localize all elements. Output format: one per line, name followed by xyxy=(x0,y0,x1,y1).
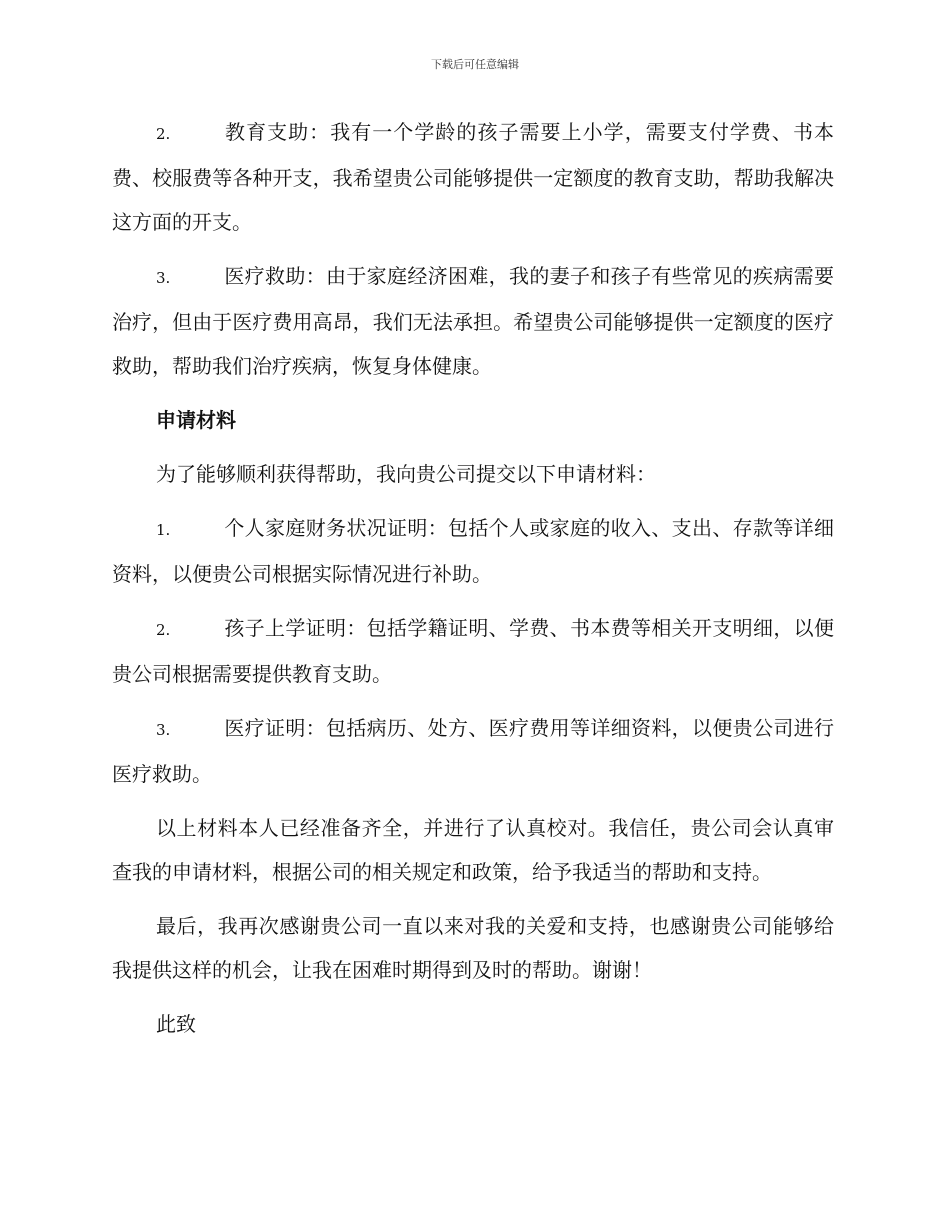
list-item-text: 医疗证明：包括病历、处方、医疗费用等详细资料，以便贵公司进行医疗救助。 xyxy=(112,716,834,786)
needs-item-medical xyxy=(112,254,834,388)
list-number: 1. xyxy=(156,521,171,539)
list-number: 3. xyxy=(156,269,171,287)
list-number: 3. xyxy=(156,721,171,739)
document-body xyxy=(112,110,834,1046)
list-number: 2. xyxy=(156,125,171,143)
header-note: 下载后可任意编辑 xyxy=(431,58,519,71)
list-item-text: 医疗救助：由于家庭经济困难，我的妻子和孩子有些常见的疾病需要治疗，但由于医疗费用高昂，我们无法承担。希望贵公司能够提供一定额度的医疗救助，帮助我们治疗疾病，恢复身体健康。 xyxy=(112,264,834,378)
materials-item-school xyxy=(112,606,834,696)
list-number: 2. xyxy=(156,621,171,639)
closing-salutation: 此致 xyxy=(156,1012,196,1036)
materials-intro: 为了能够顺利获得帮助，我向贵公司提交以下申请材料： xyxy=(156,462,656,486)
materials-item-finance xyxy=(112,506,834,596)
materials-item-medical xyxy=(112,706,834,796)
thanks-paragraph: 最后，我再次感谢贵公司一直以来对我的关爱和支持，也感谢贵公司能够给我提供这样的机会，让我在困难时期得到及时的帮助。谢谢！ xyxy=(112,914,834,982)
list-item-text: 教育支助：我有一个学龄的孩子需要上小学，需要支付学费、书本费、校服费等各种开支，我希望贵公司能够提供一定额度的教育支助，帮助我解决这方面的开支。 xyxy=(112,120,834,234)
materials-heading: 申请材料 xyxy=(156,408,236,432)
confirmation-paragraph: 以上材料本人已经准备齐全，并进行了认真校对。我信任，贵公司会认真审查我的申请材料，根据公司的相关规定和政策，给予我适当的帮助和支持。 xyxy=(112,816,834,884)
list-item-text: 个人家庭财务状况证明：包括个人或家庭的收入、支出、存款等详细资料，以便贵公司根据实际情况进行补助。 xyxy=(112,516,834,586)
list-item-text: 孩子上学证明：包括学籍证明、学费、书本费等相关开支明细，以便贵公司根据需要提供教育支助。 xyxy=(112,616,834,686)
needs-item-education xyxy=(112,110,834,244)
